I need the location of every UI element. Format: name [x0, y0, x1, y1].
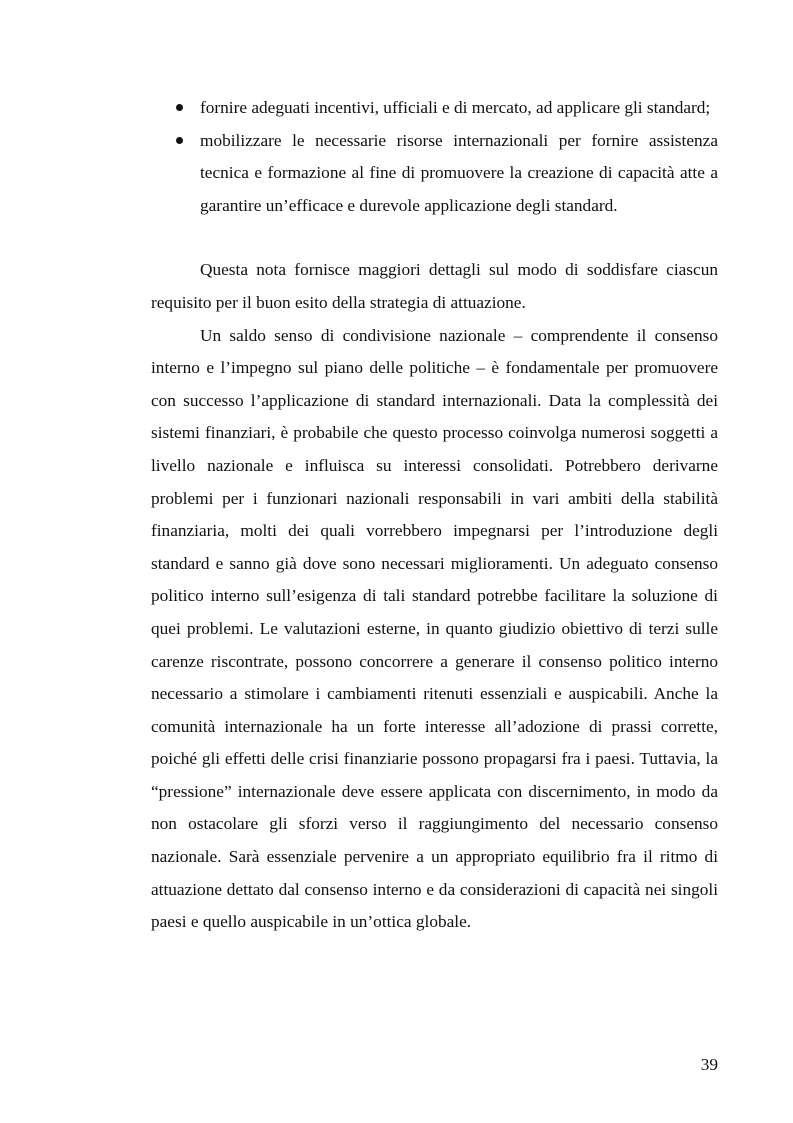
document-body [151, 92, 718, 939]
bullet-icon [176, 137, 183, 144]
bullet-icon [176, 104, 183, 111]
bullet-text: fornire adeguati incentivi, ufficiali e di mercato, ad applicare gli standard; [200, 98, 711, 117]
paragraph-intro: Questa nota fornisce maggiori dettagli sul modo di soddisfare ciascun requisito per il buon esito della strategia di attuazione. [151, 260, 718, 312]
paragraph-main: Un saldo senso di condivisione nazionale – comprendente il consenso interno e l’impegno sul piano delle politiche – è fondamentale per promuovere con successo l’applicazione di standard internazionali. Data la complessità dei sistemi finanziari, è probabile che questo processo coinvolga numerosi soggetti a livello nazionale e influisca su interessi consolidati. Potrebbero derivarne problemi per i funzionari nazionali responsabili in vari ambiti della stabilità finanziaria, molti dei quali vorrebbero impegnarsi per l’introduzione degli standard e sanno già dove sono necessari miglioramenti. Un adeguato consenso politico interno sull’esigenza di tali standard potrebbe facilitare la soluzione di quei problemi. Le valutazioni esterne, in quanto giudizio obiettivo di terzi sulle carenze riscontrate, possono concorrere a generare il consenso politico interno necessario a stimolare i cambiamenti ritenuti essenziali e auspicabili. Anche la comunità internazionale ha un forte interesse all’adozione di prassi corrette, poiché gli effetti delle crisi finanziarie possono propagarsi fra i paesi. Tuttavia, la “pressione” internazionale deve essere applicata con discernimento, in modo da non ostacolare gli sforzi verso il raggiungimento del necessario consenso nazionale. Sarà essenziale pervenire a un appropriato equilibrio fra il ritmo di attuazione dettato dal consenso interno e da considerazioni di capacità nei singoli paesi e quello auspicabile in un’ottica globale. [151, 325, 718, 932]
bullet-item [151, 125, 718, 223]
bullet-item [151, 92, 718, 125]
bullet-text: mobilizzare le necessarie risorse internazionali per fornire assistenza tecnica e formazione al fine di promuovere la creazione di capacità atte a garantire un’efficace e durevole applicazione degli standard. [200, 130, 718, 215]
page-number: 39 [700, 1055, 718, 1074]
bullet-list [151, 92, 718, 222]
